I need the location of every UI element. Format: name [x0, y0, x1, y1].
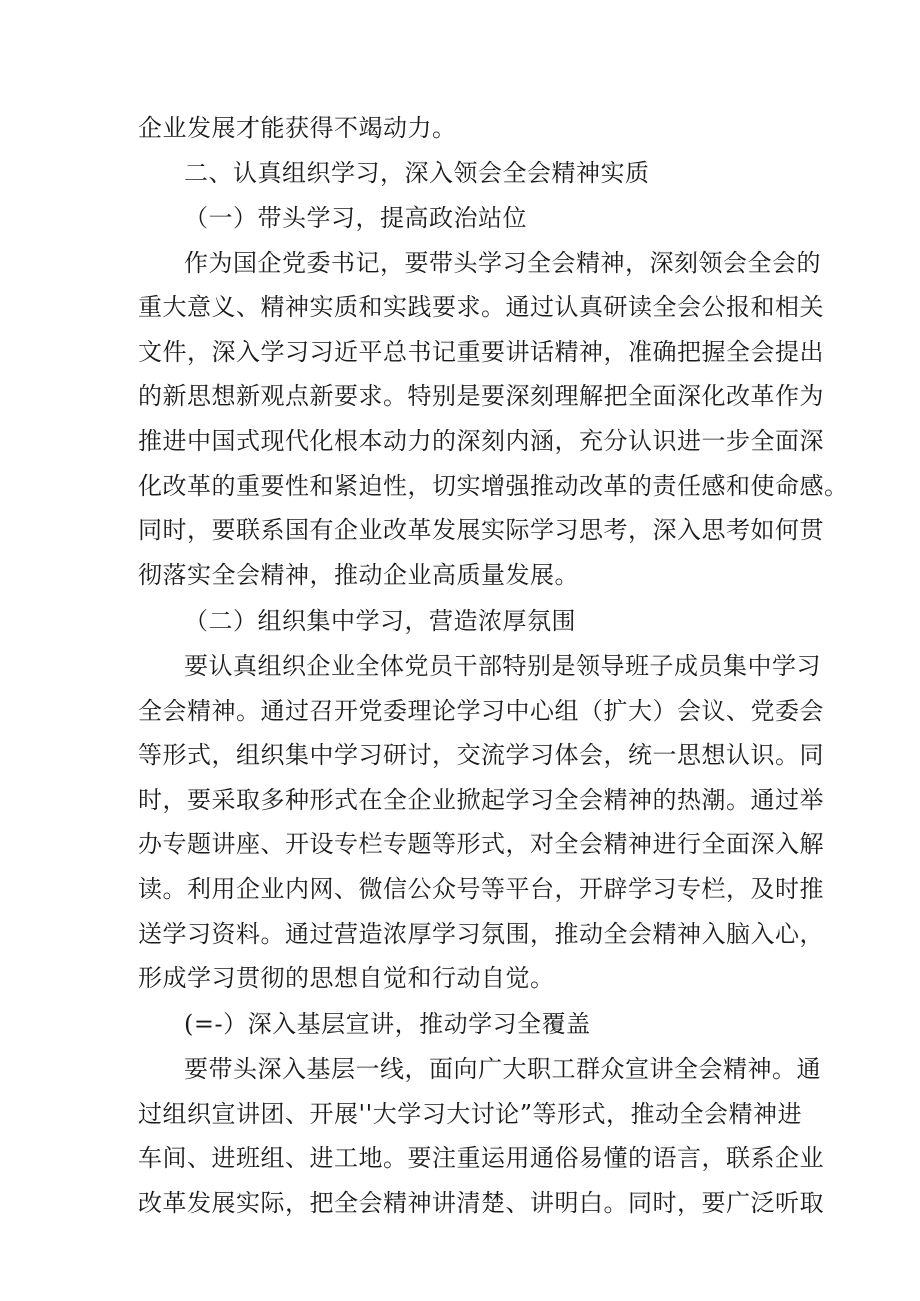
paragraph-line: 彻落实全会精神，推动企业高质量发展。: [138, 561, 579, 589]
paragraph-line: 化改革的重要性和紧迫性，切实增强推动改革的责任感和使命感。: [138, 472, 849, 500]
subsection-heading: （一）带头学习，提高政治站位: [184, 204, 527, 232]
paragraph-line: 作为国企党委书记，要带头学习全会精神，深刻领会全会的: [184, 249, 821, 277]
paragraph-line: 要带头深入基层一线，面向广大职工群众宣讲全会精神。通: [184, 1055, 821, 1083]
paragraph-line: 过组织宣讲团、开展''大学习大讨论”等形式，推动全会精神进: [138, 1100, 802, 1128]
section-heading: 二、认真组织学习，深入领会全会精神实质: [184, 159, 650, 187]
paragraph-line: 的新思想新观点新要求。特别是要深刻理解把全面深化改革作为: [138, 382, 824, 410]
paragraph-line: 车间、进班组、进工地。要注重运用通俗易懂的语言，联系企业: [138, 1144, 824, 1172]
paragraph-line: 时，要采取多种形式在全企业掀起学习全会精神的热潮。通过举: [138, 786, 824, 814]
paragraph-line: 送学习资料。通过营造浓厚学习氛围，推动全会精神入脑入心，: [138, 920, 824, 948]
subsection-heading: (=-）深入基层宣讲，推动学习全覆盖: [184, 1010, 591, 1038]
paragraph-line: 文件，深入学习习近平总书记重要讲话精神，准确把握全会提出: [138, 338, 824, 366]
paragraph-line: 同时，要联系国有企业改革发展实际学习思考，深入思考如何贯: [138, 516, 824, 544]
paragraph-line: 等形式，组织集中学习研讨，交流学习体会，统一思想认识。同: [138, 741, 824, 769]
paragraph-line: 全会精神。通过召开党委理论学习中心组（扩大）会议、党委会: [138, 697, 824, 725]
paragraph-line: 办专题讲座、开设专栏专题等形式，对全会精神进行全面深入解: [138, 830, 824, 858]
paragraph-line: 推进中国式现代化根本动力的深刻内涵，充分认识进一步全面深: [138, 427, 824, 455]
paragraph-line: 改革发展实际，把全会精神讲清楚、讲明白。同时，要广泛听取: [138, 1189, 824, 1217]
paragraph-line: 读。利用企业内网、微信公众号等平台，开辟学习专栏，及时推: [138, 875, 824, 903]
paragraph-line: 要认真组织企业全体党员干部特别是领导班子成员集中学习: [184, 652, 821, 680]
paragraph-line: 企业发展才能获得不竭动力。: [138, 114, 457, 142]
paragraph-line: 形成学习贯彻的思想自觉和行动自觉。: [138, 964, 555, 992]
subsection-heading: （二）组织集中学习，营造浓厚氛围: [184, 607, 576, 635]
paragraph-line: 重大意义、精神实质和实践要求。通过认真研读全会公报和相关: [138, 293, 824, 321]
